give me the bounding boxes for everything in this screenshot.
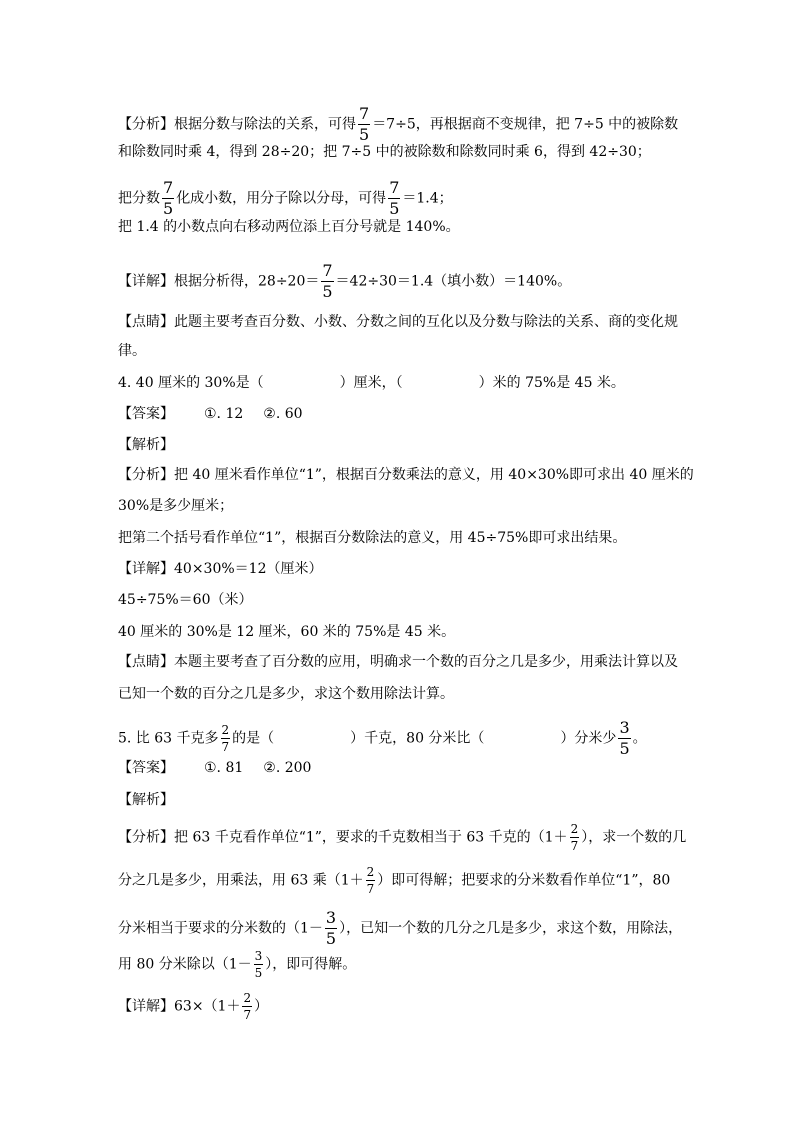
analysis-tag: 【分析】 [118,829,174,846]
detail-tag: 【详解】 [118,998,174,1015]
detail-tag: 【详解】 [118,561,174,577]
fraction-7-5: $\frac{7}{5}$ [163,178,174,218]
fraction-2-7: $\frac{2}{7}$ [243,991,252,1022]
fraction-2-7: $\frac{2}{7}$ [570,822,579,853]
q4-detail-line-1: 【详解】40×30%＝12（厘米） [118,561,323,577]
fraction-7-5: $\frac{7}{5}$ [322,261,333,301]
q5-analysis-line-2: 分之几是多少，用乘法，用 63 乘（1＋ $\frac{2}{7}$ ）即可得解；把要求的分米数看作单位“1”，80 [118,865,671,896]
q3-analysis-line-1: 【分析】根据分数与除法的关系，可得 $\frac{7}{5}$ ＝7÷5，再根据商不变规律，把 7÷5 中的被除数 [118,104,679,144]
q3-detail-line: 【详解】根据分析得，28÷20＝ $\frac{7}{5}$ ＝42÷30＝1.4（填小数）＝140%。 [118,261,572,301]
q5-analysis-line-1: 【分析】把 63 千克看作单位“1”，要求的千克数相当于 63 千克的（1＋ $\frac{2}{7}$ ），求一个数的几 [118,822,687,853]
q4-comment-line-1: 【点睛】本题主要考查了百分数的应用，明确求一个数的百分之几是多少，用乘法计算以及 [118,654,678,670]
q3-analysis-line-2: 和除数同时乘 4，得到 28÷20；把 7÷5 中的被除数和除数同时乘 6，得到 42÷30； [118,144,651,160]
q5-detail-line: 【详解】63×（1＋ $\frac{2}{7}$ ） [118,991,269,1022]
detail-tag: 【详解】 [118,273,174,290]
q5-jiexi-heading: 【解析】 [118,792,174,808]
q4-answer: 【答案】 ①. 12 ②. 60 [118,406,303,422]
q5-stem: 5. 比 63 千克多 $\frac{2}{7}$ 的是（ ）千克，80 分米比（ ）分米少 $\frac{3}{5}$ 。 [118,718,647,758]
q4-jiexi-heading: 【解析】 [118,437,174,453]
q4-analysis-line-2: 30%是多少厘米； [118,498,234,514]
fraction-7-5: $\frac{7}{5}$ [389,178,400,218]
q4-stem: 4. 40 厘米的 30%是（ ）厘米，（ ）米的 75%是 45 米。 [118,375,625,391]
fraction-3-5: $\frac{3}{5}$ [619,718,630,758]
fraction-2-7: $\frac{2}{7}$ [221,723,230,754]
q3-analysis-line-3: 把分数 $\frac{7}{5}$ 化成小数，用分子除以分母，可得 $\frac{7}{5}$ ＝1.4； [118,178,453,218]
q4-analysis-line-1: 【分析】把 40 厘米看作单位“1”，根据百分数乘法的意义，用 40×30%即可求出 40 厘米的 [118,467,694,483]
q5-analysis-line-4: 用 80 分米除以（1－ $\frac{3}{5}$ ），即可得解。 [118,949,357,980]
comment-tag: 【点睛】 [118,314,174,330]
comment-tag: 【点睛】 [118,654,174,670]
analysis-tag: 【分析】 [118,116,174,133]
fraction-2-7: $\frac{2}{7}$ [366,865,375,896]
q4-detail-line-2: 45÷75%＝60（米） [118,592,253,608]
analysis-tag: 【分析】 [118,467,174,483]
fraction-3-5: $\frac{3}{5}$ [254,949,263,980]
answer-tag: 【答案】 [118,760,174,776]
fraction-3-5: $\frac{3}{5}$ [325,908,337,948]
q4-analysis-line-3: 把第二个括号看作单位“1”，根据百分数除法的意义，用 45÷75%即可求出结果。 [118,530,627,546]
q5-answer: 【答案】 ①. 81 ②. 200 [118,760,312,776]
q4-detail-line-3: 40 厘米的 30%是 12 厘米，60 米的 75%是 45 米。 [118,624,456,640]
q3-analysis-line-4: 把 1.4 的小数点向右移动两位添上百分号就是 140%。 [118,219,460,235]
fraction-7-5: $\frac{7}{5}$ [359,104,370,144]
answer-tag: 【答案】 [118,406,174,422]
q3-comment-line-2: 律。 [118,343,146,359]
q5-analysis-line-3: 分米相当于要求的分米数的（1－ $\frac{3}{5}$ ），已知一个数的几分之几是多少，求这个数，用除法， [118,908,683,948]
q4-comment-line-2: 已知一个数的百分之几是多少，求这个数用除法计算。 [118,686,454,702]
q3-comment-line-1: 【点睛】此题主要考查百分数、小数、分数之间的互化以及分数与除法的关系、商的变化规 [118,314,678,330]
